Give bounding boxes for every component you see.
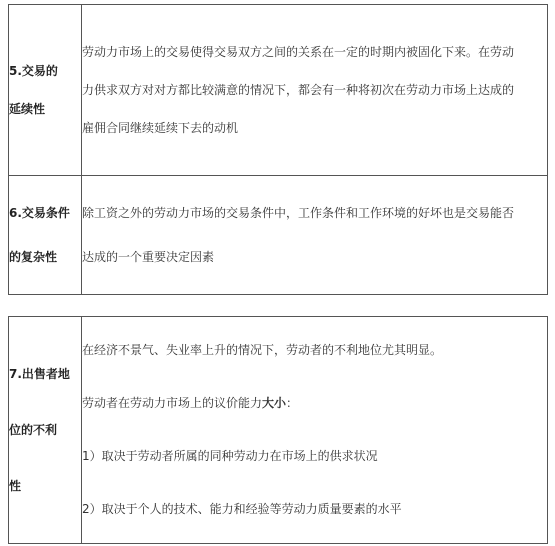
table-row [9, 317, 548, 544]
content-text: 劳动者在劳动力市场上的议价能力 [82, 396, 263, 410]
row-label-line: 5.交易的 [9, 64, 58, 78]
row-label-line: 延续性 [9, 102, 46, 116]
table-row [9, 5, 548, 176]
row-label-cell [9, 176, 82, 295]
row-label-line: 位的不利 [9, 423, 58, 437]
row-label-cell [9, 5, 82, 176]
row-content-cell [82, 317, 548, 544]
row-content-line: 力供求双方对对方都比较满意的情况下，都会有一种将初次在劳动力市场上达成的 [82, 83, 515, 97]
row-content-line: 2）取决于个人的技术、能力和经验等劳动力质量要素的水平 [82, 502, 402, 516]
row-content-line: 除工资之外的劳动力市场的交易条件中，工作条件和工作环境的好坏也是交易能否 [82, 206, 515, 220]
row-label-line: 的复杂性 [9, 250, 58, 264]
row-content-line: 达成的一个重要决定因素 [82, 250, 215, 264]
content-text: ： [286, 396, 299, 410]
row-content-line: 雇佣合同继续延续下去的动机 [82, 121, 239, 135]
row-content-line [82, 377, 547, 430]
row-label-line: 性 [9, 479, 22, 493]
row-label-cell [9, 317, 82, 544]
table-trade-features [8, 4, 548, 295]
row-content-line: 劳动力市场上的交易使得交易双方之间的关系在一定的时期内被固化下来。在劳动 [82, 45, 515, 59]
row-content-line: 1）取决于劳动者所属的同种劳动力在市场上的供求状况 [82, 449, 378, 463]
row-label-line: 6.交易条件 [9, 206, 70, 220]
table-row [9, 176, 548, 295]
row-content-line: 在经济不景气、失业率上升的情况下，劳动者的不利地位尤其明显。 [82, 343, 443, 357]
emphasis-text: 大小 [262, 396, 287, 410]
table-seller-position [8, 316, 548, 544]
row-content-cell [82, 5, 548, 176]
row-label-line: 7.出售者地 [9, 367, 70, 381]
row-content-cell [82, 176, 548, 295]
